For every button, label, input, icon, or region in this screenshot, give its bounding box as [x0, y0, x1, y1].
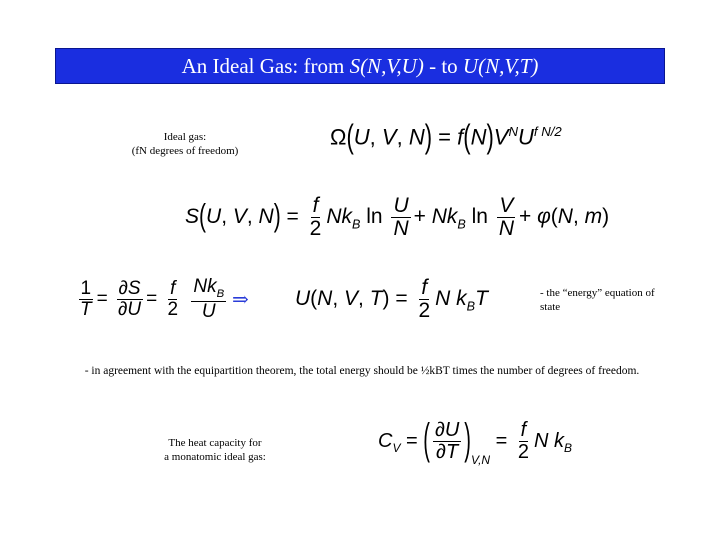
- slide-title: An Ideal Gas: from S(N,V,U) - to U(N,V,T): [181, 53, 539, 78]
- title-bar: [55, 48, 665, 84]
- energy-equation-note: - the “energy” equation of state: [540, 287, 655, 313]
- ideal-gas-note: Ideal gas: (fN degrees of freedom): [131, 131, 239, 157]
- heat-capacity-note: The heat capacity for a monatomic ideal gas:: [164, 437, 266, 463]
- implies-arrow-icon: ⇒: [232, 289, 249, 311]
- heat-capacity-equation: $C_V$ = ( $\frac{\partial U}{\partial T}$ )$_{V,N}$ = $\frac{f}{2}$ N $k_B$: [378, 415, 573, 467]
- energy-equation: U(N, V, T) = $\frac{f}{2}$ N $k_BT$: [295, 276, 488, 323]
- equipartition-note: - in agreement with the equipartition theorem, the total energy should be ½kBT times the number of degrees of freedom.: [84, 365, 640, 377]
- temperature-equation: $\frac{1}{T}$ = $\frac{\partial S}{\partial U}$ = $\frac{f}{2}$ $\frac{Nk_B}{U}$: [80, 276, 225, 322]
- entropy-equation: S(U, V, N) = $\frac{f}{2}$ $Nk_B$ ln $\frac{U}{N}$ + $Nk_B$ ln $\frac{V}{N}$ + φ(N, m): [185, 194, 610, 241]
- omega-equation: Ω(U, V, $N) = f(N)V^NU^{f N/2}$: [330, 117, 562, 156]
